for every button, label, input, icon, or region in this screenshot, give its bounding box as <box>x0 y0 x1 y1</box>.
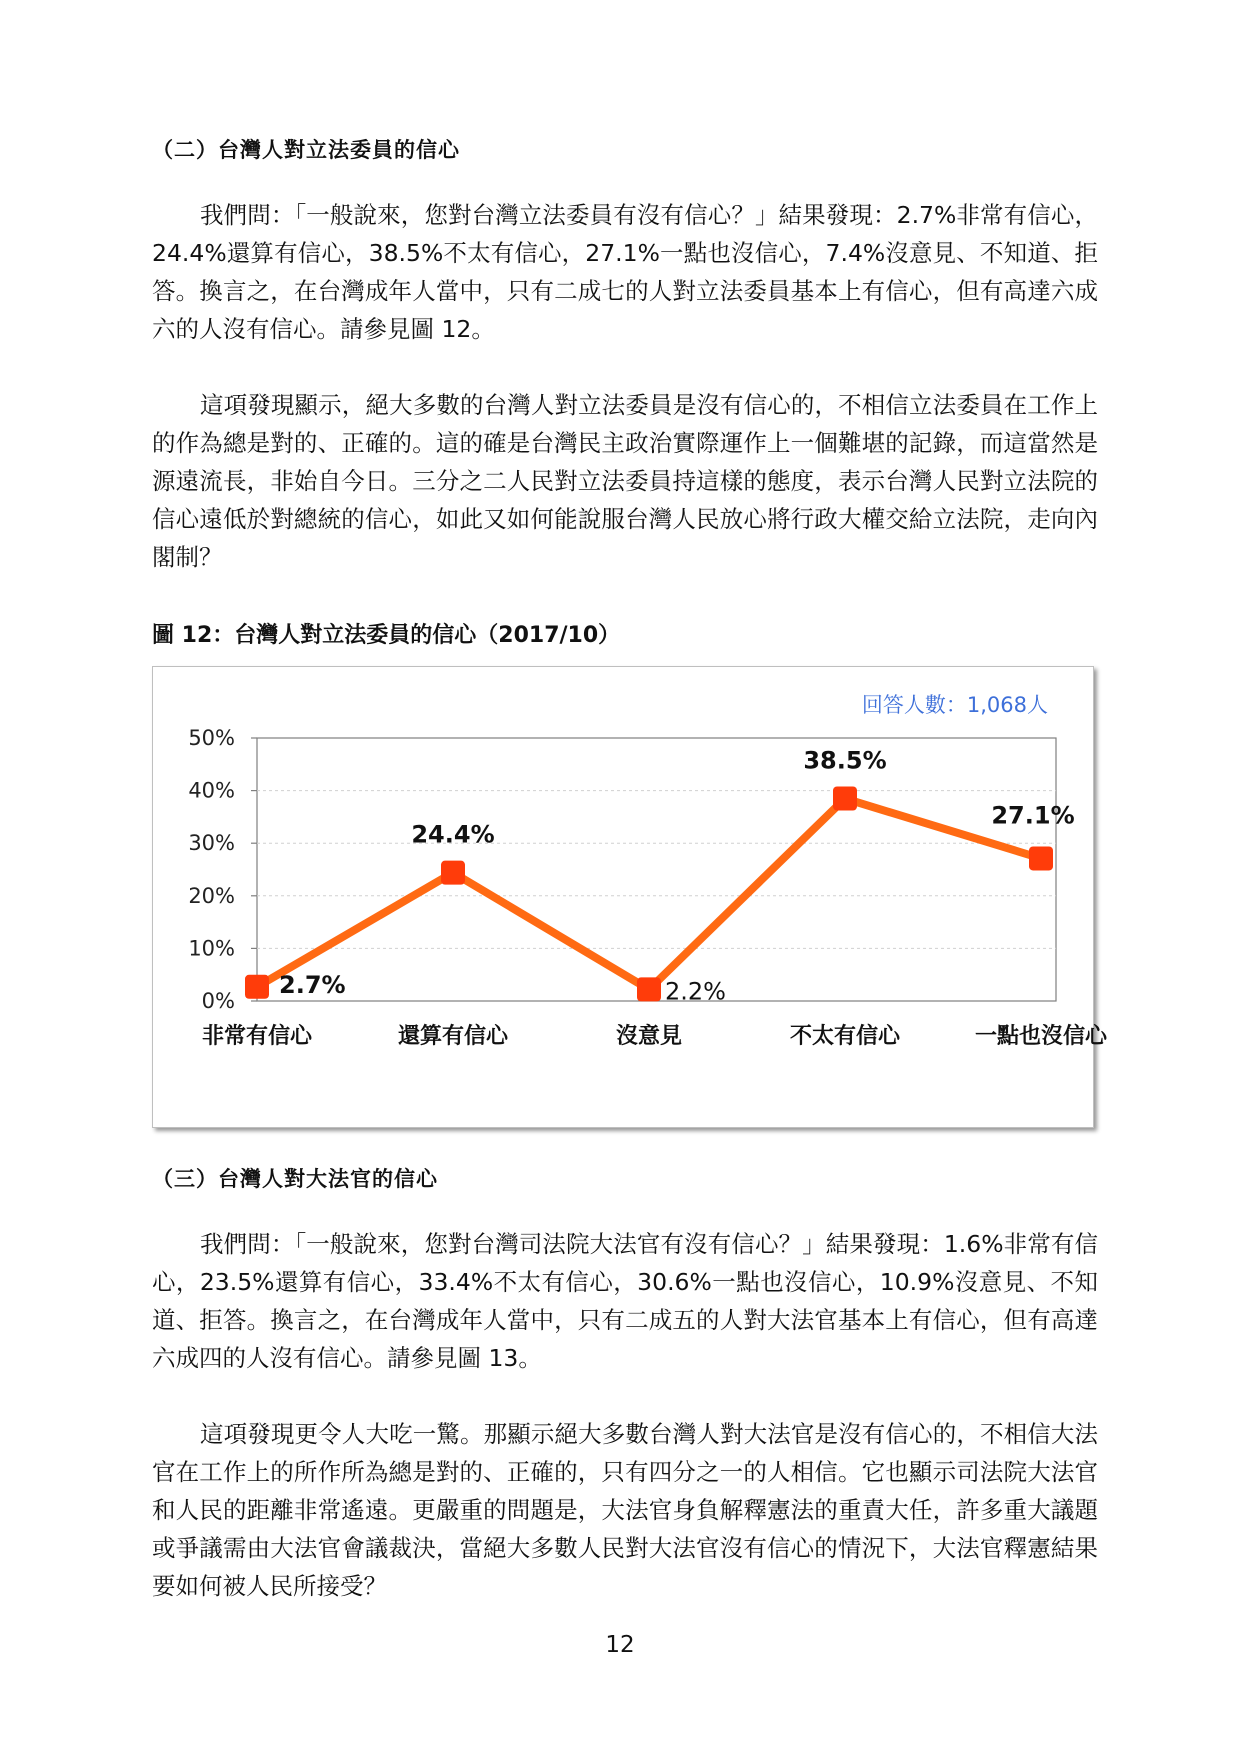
chart-svg <box>153 667 1108 1127</box>
y-tick-label: 10% <box>188 936 235 961</box>
data-label: 2.2% <box>665 977 726 1006</box>
data-label: 24.4% <box>411 820 495 849</box>
figure-caption: 圖 12：台灣人對立法委員的信心（2017/10） <box>152 623 621 648</box>
respondent-count-annotation: 回答人數：1,068人 <box>861 693 1048 717</box>
x-tick-label: 不太有信心 <box>789 1024 901 1049</box>
y-tick-label: 50% <box>188 726 235 750</box>
x-tick-label: 一點也沒信心 <box>974 1024 1108 1049</box>
data-point-marker <box>441 861 465 885</box>
data-point-marker <box>833 786 857 810</box>
y-tick-label: 0% <box>201 989 235 1013</box>
x-tick-label: 非常有信心 <box>201 1024 313 1049</box>
section-heading-justices: （三）台灣人對大法官的信心 <box>152 1167 438 1191</box>
y-tick-label: 40% <box>188 778 235 803</box>
data-point-marker <box>245 975 269 999</box>
paragraph-justices-results: 我們問：「一般說來，您對台灣司法院大法官有沒有信心？」結果發現：1.6%非常有信心，23.5%還算有信心，33.4%不太有信心，30.6%一點也沒信心，10.9%沒意見、不知道、拒答。換言之，在台灣成年人當中，只有二成五的人對大法官基本上有信心，但有高達六成四的人沒有信心。請參見圖 13。 <box>152 1230 1098 1372</box>
data-point-marker <box>637 977 661 1001</box>
data-label: 2.7% <box>279 970 346 999</box>
data-point-marker <box>1029 846 1053 870</box>
page-number: 12 <box>605 1632 635 1658</box>
paragraph-legislators-discussion: 這項發現顯示，絕大多數的台灣人對立法委員是沒有信心的，不相信立法委員在工作上的作為總是對的、正確的。這的確是台灣民主政治實際運作上一個難堪的記錄，而這當然是源遠流長，非始自今日。三分之二人民對立法委員持這樣的態度，表示台灣人民對立法院的信心遠低於對總統的信心，如此又如何能說服台灣人民放心將行政大權交給立法院，走向內閣制？ <box>152 391 1098 571</box>
paragraph-justices-discussion: 這項發現更令人大吃一驚。那顯示絕大多數台灣人對大法官是沒有信心的，不相信大法官在工作上的所作所為總是對的、正確的，只有四分之一的人相信。它也顯示司法院大法官和人民的距離非常遙遠。更嚴重的問題是，大法官身負解釋憲法的重責大任，許多重大議題或爭議需由大法官會議裁決，當絕大多數人民對大法官沒有信心的情況下，大法官釋憲結果要如何被人民所接受？ <box>152 1420 1098 1600</box>
y-tick-label: 20% <box>188 883 235 908</box>
x-tick-label: 還算有信心 <box>397 1024 509 1049</box>
series-line <box>257 798 1041 989</box>
line-chart <box>152 666 1108 1128</box>
x-tick-label: 沒意見 <box>615 1024 683 1049</box>
y-tick-label: 30% <box>188 831 235 856</box>
data-label: 27.1% <box>991 801 1075 830</box>
data-label: 38.5% <box>803 746 887 775</box>
section-heading-legislators: （二）台灣人對立法委員的信心 <box>152 138 460 162</box>
plot-area <box>257 738 1056 1001</box>
paragraph-legislators-results: 我們問：「一般說來，您對台灣立法委員有沒有信心？」結果發現：2.7%非常有信心，24.4%還算有信心，38.5%不太有信心，27.1%一點也沒信心，7.4%沒意見、不知道、拒答。換言之，在台灣成年人當中，只有二成七的人對立法委員基本上有信心，但有高達六成六的人沒有信心。請參見圖 12。 <box>152 201 1098 343</box>
